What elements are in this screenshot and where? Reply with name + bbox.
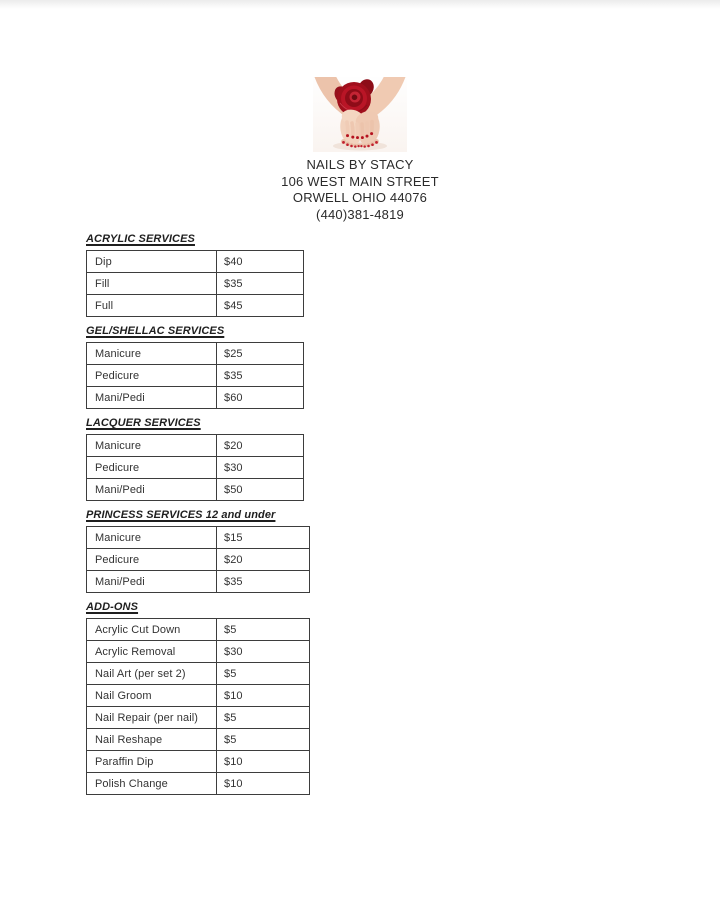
price-list: [86, 233, 326, 803]
price-row: [87, 619, 310, 641]
price-cell: $60: [217, 387, 304, 409]
price-table: [86, 618, 310, 795]
service-name-cell: Pedicure: [87, 457, 217, 479]
price-row: [87, 251, 304, 273]
price-row: [87, 751, 310, 773]
service-name-cell: Fill: [87, 273, 217, 295]
price-row: [87, 457, 304, 479]
business-name: NAILS BY STACY: [306, 157, 414, 172]
service-name-cell: Mani/Pedi: [87, 387, 217, 409]
service-name-cell: Pedicure: [87, 549, 217, 571]
price-row: [87, 295, 304, 317]
price-cell: $35: [217, 365, 304, 387]
section-heading: ACRYLIC SERVICES: [86, 233, 195, 245]
service-name-cell: Acrylic Cut Down: [87, 619, 217, 641]
service-section: [86, 509, 326, 593]
address-line-1: 106 WEST MAIN STREET: [281, 173, 439, 189]
service-name-cell: Full: [87, 295, 217, 317]
price-cell: $20: [217, 435, 304, 457]
service-name-cell: Mani/Pedi: [87, 479, 217, 501]
price-row: [87, 549, 310, 571]
price-row: [87, 387, 304, 409]
service-name-cell: Pedicure: [87, 365, 217, 387]
price-table: [86, 250, 304, 317]
price-cell: $45: [217, 295, 304, 317]
price-cell: $25: [217, 343, 304, 365]
service-name-cell: Mani/Pedi: [87, 571, 217, 593]
business-header: [0, 77, 720, 223]
price-cell: $20: [217, 549, 310, 571]
price-row: [87, 365, 304, 387]
address-line-2: ORWELL OHIO 44076: [292, 190, 428, 206]
section-heading: LACQUER SERVICES: [86, 417, 201, 429]
service-section: [86, 601, 326, 795]
hands-feet-rose-illustration: [313, 77, 407, 152]
price-cell: $10: [217, 685, 310, 707]
phone-number: (440)381-4819: [316, 206, 404, 222]
service-name-cell: Manicure: [87, 343, 217, 365]
price-row: [87, 707, 310, 729]
price-table: [86, 526, 310, 593]
price-row: [87, 641, 310, 663]
section-heading: ADD-ONS: [86, 601, 139, 613]
price-row: [87, 571, 310, 593]
price-row: [87, 527, 310, 549]
price-row: [87, 663, 310, 685]
price-cell: $40: [217, 251, 304, 273]
price-cell: $5: [217, 729, 310, 751]
price-cell: $10: [217, 773, 310, 795]
price-row: [87, 273, 304, 295]
service-name-cell: Polish Change: [87, 773, 217, 795]
price-cell: $30: [217, 641, 310, 663]
service-section: [86, 417, 326, 501]
price-cell: $35: [217, 571, 310, 593]
price-cell: $15: [217, 527, 310, 549]
price-table: [86, 434, 304, 501]
price-row: [87, 479, 304, 501]
service-name-cell: Nail Groom: [87, 685, 217, 707]
service-name-cell: Nail Reshape: [87, 729, 217, 751]
service-section: [86, 233, 326, 317]
service-name-cell: Nail Repair (per nail): [87, 707, 217, 729]
price-cell: $30: [217, 457, 304, 479]
price-cell: $5: [217, 663, 310, 685]
price-cell: $50: [217, 479, 304, 501]
price-cell: $10: [217, 751, 310, 773]
service-name-cell: Nail Art (per set 2): [87, 663, 217, 685]
service-name-cell: Manicure: [87, 527, 217, 549]
price-cell: $5: [217, 707, 310, 729]
service-name-cell: Manicure: [87, 435, 217, 457]
price-cell: $35: [217, 273, 304, 295]
hands-feet-rose-photo: [313, 77, 407, 152]
price-row: [87, 343, 304, 365]
price-row: [87, 729, 310, 751]
service-section: [86, 325, 326, 409]
service-name-cell: Dip: [87, 251, 217, 273]
price-row: [87, 435, 304, 457]
service-name-cell: Paraffin Dip: [87, 751, 217, 773]
service-name-cell: Acrylic Removal: [87, 641, 217, 663]
price-row: [87, 685, 310, 707]
price-row: [87, 773, 310, 795]
section-heading: PRINCESS SERVICES 12 and under: [86, 509, 276, 521]
price-cell: $5: [217, 619, 310, 641]
section-heading: GEL/SHELLAC SERVICES: [86, 325, 225, 337]
price-table: [86, 342, 304, 409]
top-edge-shadow: [0, 0, 720, 9]
